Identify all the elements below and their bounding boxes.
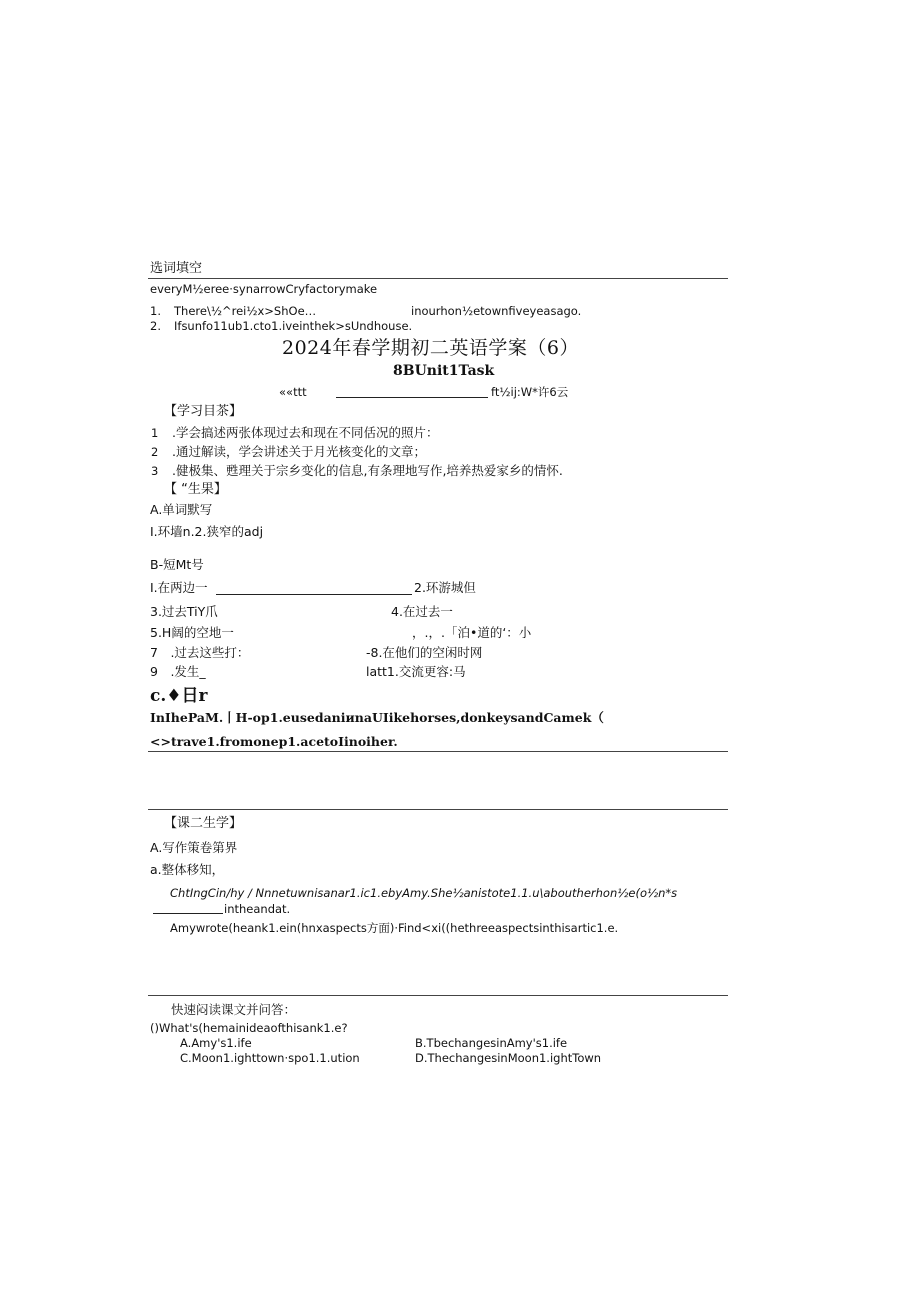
translation-line: InIhePaM.丨H-op1.eusedaniиnaUIikehorses,donkeysandCamek（ (150, 710, 604, 725)
phrase-item: 2.环游城但 (414, 580, 476, 595)
phrase-item: ，.，.「泊•道的‘：小 (412, 625, 532, 640)
translation-line: <>trave1.fromonep1.acetoIinoiher. (150, 734, 398, 749)
goal-number: 3 (151, 464, 159, 478)
answer-option[interactable]: C.Moon1.ighttown·spo1.1.ution (180, 1051, 360, 1065)
phrase-item: 4.在过去一 (391, 604, 453, 619)
question-1-text-end: inourhon½etownfiveyeаsago. (411, 304, 582, 318)
question-1-text: There\½^rei½x>ShOe… (174, 304, 317, 318)
section-a-label: A.写作策卷第界 (150, 840, 238, 855)
question-number: 1. (150, 304, 161, 318)
answer-option[interactable]: D.ThechangesinMoon1.ightTown (415, 1051, 602, 1065)
meta-right: ft½ij:W*许6云 (491, 385, 569, 399)
goal-number: 1 (151, 426, 159, 440)
answer-option[interactable]: A.Amy's1.ife (180, 1036, 252, 1050)
meta-left: ««ttt (279, 385, 307, 399)
phrase-item: latt1.交流更容:马 (366, 664, 466, 679)
question-number: 2. (150, 319, 161, 333)
lesson-heading: 【课二生学】 (164, 816, 243, 831)
reading-question: ()What's(hemainideaofthisank1.e? (150, 1021, 348, 1035)
page-subtitle: 8BUnit1Task (393, 363, 495, 379)
preview-heading: 【 “生果】 (164, 482, 227, 497)
goal-text: .学会搞述两张体现过去和现在不同佸况的照片： (172, 425, 439, 440)
vocab-line: I.环墙n.2.狭窄的adj (150, 524, 264, 539)
goal-text: .健极集、甦理关于宗乡变化的信息,有条理地写作,培养热爱家乡的情怀. (172, 463, 563, 478)
phrase-item: 9 .发生_ (150, 664, 206, 679)
word-bank: everyM½eree·synarrowCryfactorymake (150, 282, 378, 296)
paragraph-line: Amywrote(heank1.ein(hnxaspects方面)·Find<xi((hethreeaspectsinthisartic1.e. (170, 921, 619, 935)
section-b-label: B-短Mt号 (150, 557, 204, 572)
answer-option[interactable]: B.TbechangesinAmy's1.ife (415, 1036, 568, 1050)
blank-line (153, 913, 223, 914)
divider (148, 995, 728, 996)
divider (148, 278, 728, 279)
divider (148, 809, 728, 810)
divider (148, 751, 728, 752)
phrase-item: I.在两边一 (150, 580, 208, 595)
question-2-text: Ifsunfo11ub1.cto1.iveinthek>sUndhouse. (174, 319, 413, 333)
phrase-item: 3.过去TiY爪 (150, 604, 218, 619)
phrase-item: 7 .过去这些打： (150, 645, 250, 660)
phrase-item: -8.在他们的空闲时网 (366, 645, 483, 660)
paragraph-line-end: intheandat. (224, 902, 291, 916)
blank-line (336, 397, 488, 398)
reading-heading: 快速闷读课文并问答： (171, 1002, 297, 1017)
fill-in-heading: 选词填空 (150, 261, 203, 276)
subsection-label: a.整体移知， (150, 862, 225, 877)
section-c-label: c.♦日r (150, 686, 208, 706)
goals-heading: 【学习目茶】 (164, 404, 243, 419)
goal-number: 2 (151, 445, 159, 459)
section-a-label: A.单词默写 (150, 502, 213, 517)
page-title: 2024年春学期初二英语学案（6） (282, 337, 579, 359)
goal-text: .通过解读，学会讲述关于月光核变化的文章； (172, 444, 426, 459)
phrase-item: 5.H阔的空地一 (150, 625, 234, 640)
blank-line (216, 594, 412, 595)
paragraph-line: ChtIngCin∕hy ∕ Nnnetuwnisanar1.ic1.ebyAmy.She½anistote1.1.u\abouthеrhon½e(o½n*s (170, 886, 678, 900)
